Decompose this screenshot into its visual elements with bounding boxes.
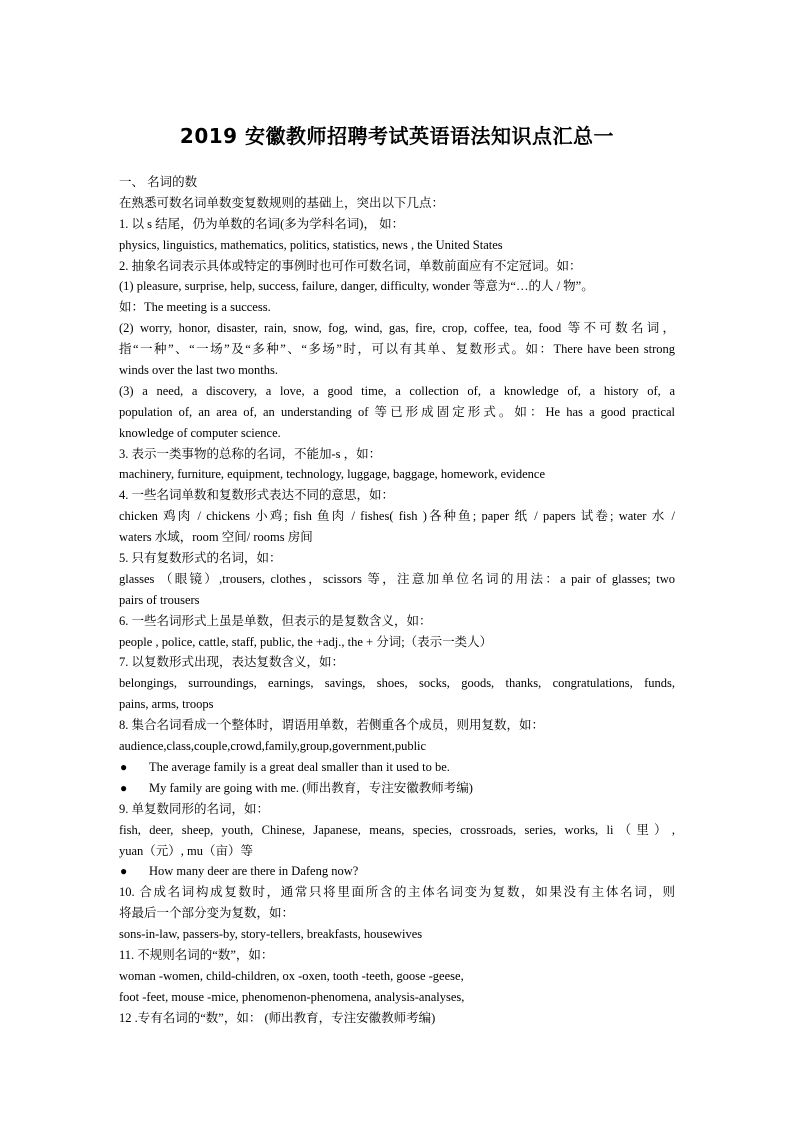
text-line-content: 6. 一些名词形式上虽是单数，但表示的是复数含义，如： xyxy=(119,613,432,628)
text-line-content: 8. 集合名词看成一个整体时，谓语用单数，若侧重各个成员，则用复数，如： xyxy=(119,718,545,733)
text-line-content: 10. 合成名词构成复数时，通常只将里面所含的主体名词变为复数，如果没有主体名词，则 xyxy=(119,885,675,900)
text-line xyxy=(119,235,675,256)
bullet-icon: ● xyxy=(120,864,128,879)
text-line xyxy=(119,172,675,193)
text-line xyxy=(119,423,675,444)
document-body xyxy=(119,172,675,1029)
text-line-content: My family are going with me. (师出教育，专注安徽教师考编) xyxy=(149,780,473,795)
text-line-content: machinery, furniture, equipment, technology, luggage, baggage, homework, evidence xyxy=(119,467,546,482)
page-title: 2019 安徽教师招聘考试英语语法知识点汇总一 xyxy=(179,124,615,148)
bullet-item xyxy=(119,778,675,799)
text-line xyxy=(119,464,675,485)
text-line xyxy=(119,715,675,736)
text-line xyxy=(119,1008,675,1029)
text-line-content: population of, an area of, an understanding of 等已形成固定形式。如：He has a good practical xyxy=(119,404,675,419)
text-line-content: winds over the last two months. xyxy=(119,363,279,378)
text-line-content: 9. 单复数同形的名词，如： xyxy=(119,801,270,816)
text-line-content: fish, deer, sheep, youth, Chinese, Japanese, means, species, crossroads, series, works, li（里）, xyxy=(119,822,675,837)
text-line-content: 指“一种”、“一场”及“多种”、“多场”时，可以有其单、复数形式。如：There have been strong xyxy=(119,342,675,357)
text-line-content: foot -feet, mouse -mice, phenomenon-phenomena, analysis-analyses, xyxy=(119,989,465,1004)
text-line-content: 3. 表示一类事物的总称的名词，不能加-s ，如： xyxy=(119,446,382,461)
text-line-content: pains, arms, troops xyxy=(119,697,214,712)
text-line-content: knowledge of computer science. xyxy=(119,425,281,440)
text-line xyxy=(119,966,675,987)
text-line xyxy=(119,339,675,360)
text-line xyxy=(119,945,675,966)
text-line xyxy=(119,297,675,318)
text-line-content: glasses （眼镜）,trousers, clothes，scissors 等，注意加单位名词的用法：a pair of glasses; two xyxy=(119,571,675,586)
text-line xyxy=(119,652,675,673)
text-line xyxy=(119,903,675,924)
text-line xyxy=(119,318,675,339)
text-line xyxy=(119,820,675,841)
text-line xyxy=(119,611,675,632)
text-line xyxy=(119,193,675,214)
text-line xyxy=(119,548,675,569)
text-line xyxy=(119,485,675,506)
text-line-content: woman -women, child-children, ox -oxen, tooth -teeth, goose -geese, xyxy=(119,968,464,983)
text-line-content: people , police, cattle, staff, public, the +adj., the + 分词;（表示一类人） xyxy=(119,634,493,649)
text-line-content: 将最后一个部分变为复数，如： xyxy=(119,906,295,921)
text-line xyxy=(119,694,675,715)
text-line-content: 1. 以 s 结尾，仍为单数的名词(多为学科名词)， 如： xyxy=(119,216,405,231)
text-line xyxy=(119,276,675,297)
text-line-content: yuan（元）, mu（亩）等 xyxy=(119,843,254,858)
text-line-content: chicken 鸡肉 / chickens 小鸡; fish 鱼肉 / fishes( fish )各种鱼; paper 纸 / papers 试卷; water 水 / xyxy=(119,509,675,524)
text-line xyxy=(119,569,675,590)
text-line-content: audience,class,couple,crowd,family,group,government,public xyxy=(119,739,427,754)
text-line-content: waters 水域，room 空间/ rooms 房间 xyxy=(119,530,313,545)
text-line-content: (1) pleasure, surprise, help, success, failure, danger, difficulty, wonder 等意为“…的人 / 物”。 xyxy=(119,279,594,294)
text-line xyxy=(119,527,675,548)
bullet-item xyxy=(119,757,675,778)
bullet-icon: ● xyxy=(120,759,128,774)
text-line xyxy=(119,360,675,381)
text-line-content: 5. 只有复数形式的名词，如： xyxy=(119,551,282,566)
text-line-content: belongings, surroundings, earnings, savings, shoes, socks, goods, thanks, congratulations, funds, xyxy=(119,676,675,691)
text-line-content: 7. 以复数形式出现，表达复数含义，如： xyxy=(119,655,345,670)
text-line-content: sons-in-law, passers-by, story-tellers, breakfasts, housewives xyxy=(119,927,423,942)
text-line xyxy=(119,736,675,757)
bullet-item xyxy=(119,861,675,882)
text-line-content: 在熟悉可数名词单数变复数规则的基础上，突出以下几点： xyxy=(119,195,445,210)
text-line-content: 4. 一些名词单数和复数形式表达不同的意思，如： xyxy=(119,488,395,503)
bullet-icon: ● xyxy=(120,780,128,795)
text-line-content: The average family is a great deal smaller than it used to be. xyxy=(149,759,450,774)
text-line xyxy=(119,590,675,611)
text-line-content: 一、 名词的数 xyxy=(119,175,198,189)
text-line xyxy=(119,632,675,653)
text-line xyxy=(119,381,675,402)
text-line xyxy=(119,214,675,235)
text-line-content: How many deer are there in Dafeng now? xyxy=(149,864,359,879)
text-line-content: (2) worry, honor, disaster, rain, snow, fog, wind, gas, fire, crop, coffee, tea, food 等不可数名词， xyxy=(119,321,675,336)
text-line-content: 2. 抽象名词表示具体或特定的事例时也可作可数名词，单数前面应有不定冠词。如： xyxy=(119,258,582,273)
text-line xyxy=(119,987,675,1008)
text-line-content: 12 .专有名词的“数”，如： (师出教育，专注安徽教师考编) xyxy=(119,1010,436,1025)
text-line xyxy=(119,924,675,945)
text-line xyxy=(119,673,675,694)
text-line-content: 11. 不规则名词的“数”，如： xyxy=(119,947,274,962)
text-line xyxy=(119,444,675,465)
text-line xyxy=(119,799,675,820)
text-line xyxy=(119,402,675,423)
text-line xyxy=(119,506,675,527)
text-line-content: physics, linguistics, mathematics, politics, statistics, news , the United States xyxy=(119,237,503,252)
text-line xyxy=(119,841,675,862)
text-line-content: (3) a need, a discovery, a love, a good time, a collection of, a knowledge of, a history of, a xyxy=(119,383,675,398)
text-line xyxy=(119,882,675,903)
text-line-content: 如：The meeting is a success. xyxy=(119,300,271,315)
text-line xyxy=(119,256,675,277)
text-line-content: pairs of trousers xyxy=(119,592,200,607)
